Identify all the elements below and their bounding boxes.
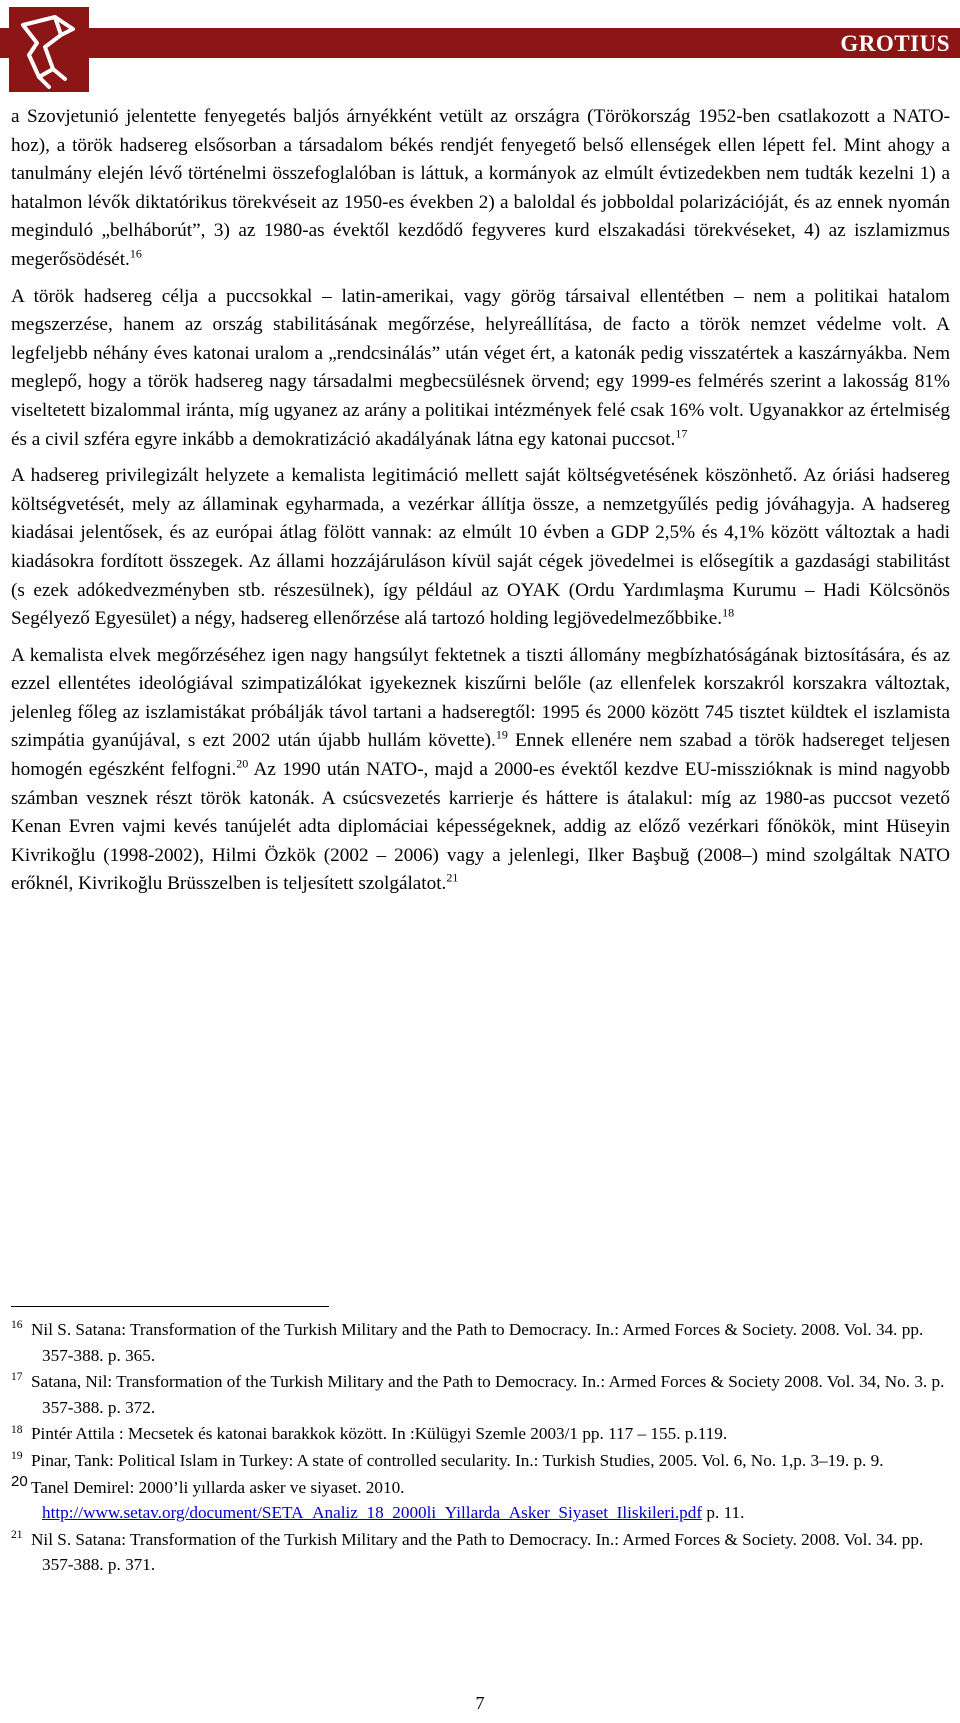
paragraph [11, 642, 950, 899]
grotius-logo-icon [9, 7, 89, 92]
footnote-ref[interactable]: 19 [495, 728, 508, 743]
footnote-text: Nil S. Satana: Transformation of the Turkish Military and the Path to Democracy. In.: Armed Forces & Society. 2008. Vol. 34. pp. 357-388. p. 371. [31, 1529, 924, 1575]
footnote-text: Satana, Nil: Transformation of the Turkish Military and the Path to Democracy. In.: Armed Forces & Society 2008. Vol. 34, No. 3. p. 357-388. p. 372. [31, 1372, 945, 1417]
footnote-item: $^{16}$ Nil S. Satana: Transformation of the Turkish Military and the Path to Democracy. In.: Armed Forces & Society. 2008. Vol. 34. pp. 357-388. p. 365. [11, 1319, 924, 1365]
paragraph-text: Az 1990 után NATO-, majd a 2000-es évektől kezdve EU-misszióknak is mind nagyobb számban vesznek részt török katonák. A csúcsvezetés karrierje és háttere is átalakul: míg az 1980-as puccsot vezető Kenan Evren vajmi kevés tanújelét adta diplomáciai képességeknek, addig az előző vezérkari főnökök, mint Hüseyin Kivrikoğlu (1998-2002), Hilmi Özkök (2002 – 2006) vagy a jelenlegi, Ilker Başbuğ (2008–) mind szolgáltak NATO erőknél, Kivrikoğlu Brüsszelben is teljesített szolgálatot. [11, 759, 950, 895]
footnote-suffix: p. 11. [702, 1503, 745, 1523]
footnote-item: $^{19}$ Pinar, Tank: Political Islam in Turkey: A state of controlled secularity. In.: Turkish Studies, 2005. Vol. 6, No. 1,p. 3–19. p. 9. [11, 1450, 884, 1470]
footnote-item: $^{21}$ Nil S. Satana: Transformation of the Turkish Military and the Path to Democracy. In.: Armed Forces & Society. 2008. Vol. 34. pp. 357-388. p. 371. [11, 1529, 924, 1575]
footnote-text: Tanel Demirel: 2000’li yıllarda asker ve siyaset. 2010. [31, 1477, 405, 1497]
footnote-ref[interactable]: 16 [129, 246, 142, 261]
page-number: 7 [475, 1693, 485, 1713]
paragraph [11, 462, 950, 634]
footnote-divider [11, 1306, 329, 1307]
article-body [11, 103, 950, 907]
paragraph-text: A török hadsereg célja a puccsokkal – latin-amerikai, vagy görög társaival ellentétben – nem a politikai hatalom megszerzése, hanem az ország stabilitásának megőrzése, helyreállítása, de facto a török nemzet védelme volt. A legfeljebb néhány éves katonai uralom a „rendcsinálás” után véget ért, a katonák pedig visszatértek a kaszárnyákba. Nem meglepő, hogy a török hadsereg nagy társadalmi megbecsülésnek örvend; egy 1999-es felmérés szerint a lakosság 81% viseltetett bizalommal iránta, míg ugyanez az arány a politikai intézmények felé csak 16% volt. Ugyanakkor az értelmiség és a civil szféra egyre inkább a demokratizáció akadályának látna egy katonai puccsot. [11, 285, 950, 450]
footnote-text: Nil S. Satana: Transformation of the Turkish Military and the Path to Democracy. In.: Armed Forces & Society. 2008. Vol. 34. pp. 357-388. p. 365. [31, 1320, 924, 1365]
footnote-text: Pinar, Tank: Political Islam in Turkey: A state of controlled secularity. In.: Turkish Studies, 2005. Vol. 6, No. 1,p. 3–19. p. 9. [31, 1450, 884, 1470]
footnote-ref[interactable]: 17 [675, 426, 688, 441]
paragraph-text: A kemalista elvek megőrzéséhez igen nagy hangsúlyt fektetnek a tiszti állomány megbízhatóságának biztosítására, és az ezzel ellentétes ideológiával szimpatizálókat igyekeznek kiszűrni belőle (az ellenfelek korszakról korszakra változtak, jelenleg főleg az iszlamistákat próbálják távol tartani a hadseregtől: 1995 és 2000 között 745 tisztet küldtek el iszlamista szimpátia gyanújával, s ezt 2002 után újabb hullám követte). [11, 644, 950, 752]
brand-title: GROTIUS [840, 31, 950, 56]
footnote-ref[interactable]: 21 [446, 871, 459, 886]
footnote-item: $^{17}$ Satana, Nil: Transformation of the Turkish Military and the Path to Democracy. In.: Armed Forces & Society 2008. Vol. 34, No. 3. p. 357-388. p. 372. [11, 1371, 945, 1417]
footnote-link[interactable]: http://www.setav.org/document/SETA_Analiz_18_2000li_Yillarda_Asker_Siyaset_Iliskileri.pdf [42, 1503, 703, 1523]
paragraph [11, 283, 950, 455]
header-bar [0, 28, 960, 58]
paragraph [11, 103, 950, 275]
footnote-ref[interactable]: 20 [236, 756, 249, 771]
footnote-ref[interactable]: 18 [722, 605, 735, 620]
paragraph-text: A hadsereg privilegizált helyzete a kemalista legitimáció mellett saját költségvetésének köszönhető. Az óriási hadsereg költségvetését, mely az államinak egyharmada, a vezérkar állítja össze, a nemzetgyűlés pedig jóváhagyja. A hadsereg kiadásai jelentősek, és az európai átlag fölött vannak: az elmúlt 10 évben a GDP 2,5% és 4,1% között változtak a hadi kiadásokra fordított összegek. Az állami hozzájáruláson kívül saját cégek jövedelmei is elősegítik a gazdasági stabilitást (s ezek adókedvezményben stb. részesülnek), így például az OYAK (Ordu Yardımlaşma Kurumu – Hadi Kölcsönös Segélyező Egyesület) a négy, hadsereg ellenőrzése alá tartozó holding legjövedelmezőbbike. [11, 465, 950, 630]
footnotes-section [11, 1306, 950, 1579]
footnote-item: $^{18}$ Pintér Attila : Mecsetek és katonai barakkok között. In :Külügyi Szemle 2003/1 pp. 117 – 155. p.119. [11, 1423, 728, 1444]
paragraph-text: a Szovjetunió jelentette fenyegetés baljós árnyékként vetült az országra (Törökország 1952-ben csatlakozott a NATO-hoz), a török hadsereg elsősorban a társadalom békés rendjét fenyegető belső ellenségek ellen lépett fel. Mint ahogy a tanulmány elején lévő történelmi összefoglalóban is láttuk, a kormányok az elmúlt évtizedekben nem tudták kezelni 1) a hatalmon lévők diktatórikus törekvéseit az 1950-es években 2) a baloldal és jobboldal polarizációját, és az ennek nyomán meginduló „belháborút”, 3) az 1980-as évektől kezdődő fegyveres kurd elszakadási törekvéseket, 4) az iszlamizmus megerősödését. [11, 106, 950, 270]
footnote-item: $^{20}$ Tanel Demirel: 2000’li yıllarda asker ve siyaset. 2010. http://www.setav.org/document/SETA_Analiz_18_2000li_Yillarda_Asker_Siyaset_Iliskileri.pdf p. 11. [11, 1472, 745, 1523]
paragraph-text: Ennek ellenére nem szabad a török hadsereget teljesen homogén egészként felfogni. [11, 730, 951, 781]
footnote-text: Pintér Attila : Mecsetek és katonai barakkok között. In :Külügyi Szemle 2003/1 pp. 117 – 155. p.119. [31, 1424, 728, 1444]
